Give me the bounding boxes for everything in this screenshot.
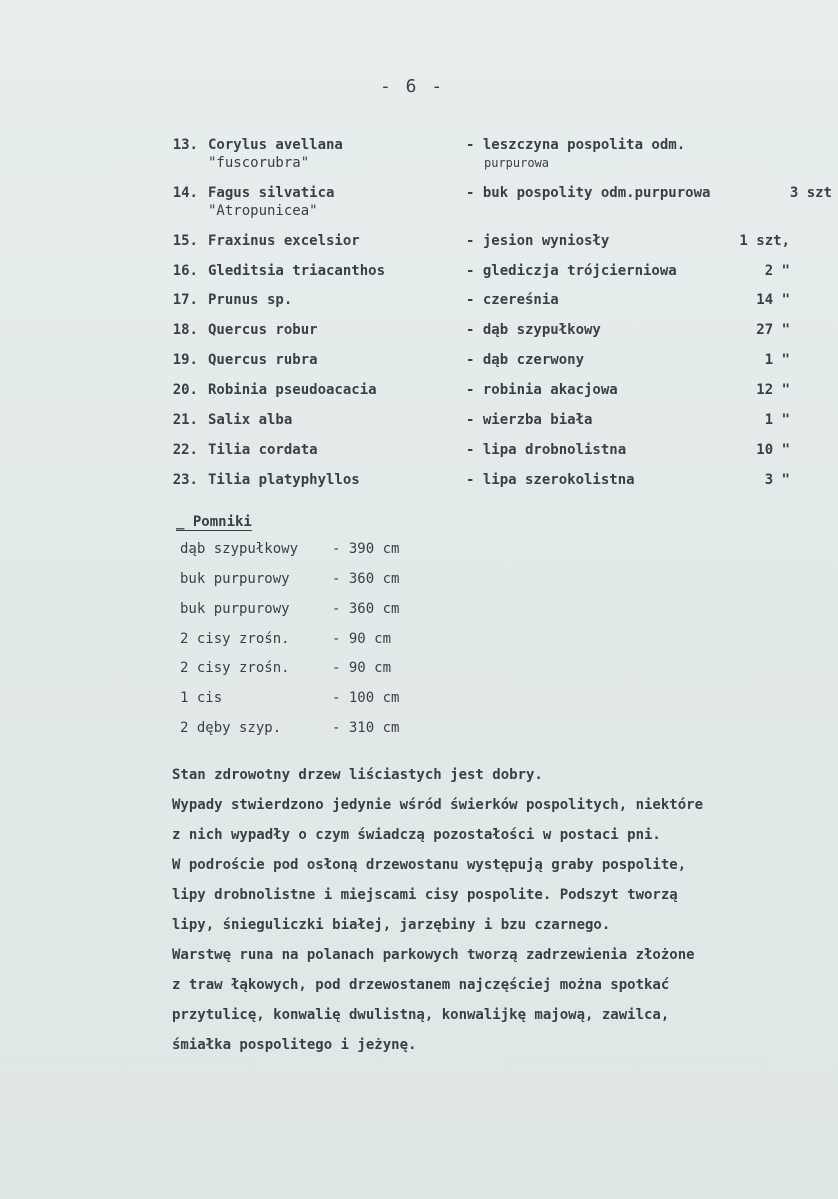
paragraph-line: Wypady stwierdzono jedynie wśród świerków pospolitych, niektóre	[172, 797, 704, 813]
monument-size: - 390 cm	[332, 541, 400, 557]
species-number: 15.	[172, 233, 198, 249]
health-paragraph	[172, 760, 812, 1060]
species-polish-name: - czereśnia	[466, 292, 559, 308]
monument-size: - 310 cm	[332, 720, 400, 736]
species-row	[0, 349, 838, 371]
monument-row	[0, 657, 838, 679]
monument-row	[0, 598, 838, 620]
species-latin-name: Tilia cordata	[208, 442, 318, 458]
species-latin-name: Prunus sp.	[208, 292, 293, 308]
species-polish-name: - buk pospolity odm.purpurowa	[466, 185, 711, 201]
monument-name: buk purpurowy	[180, 601, 290, 617]
species-polish-name: - dąb czerwony	[466, 352, 585, 368]
page-number: - 6 -	[380, 76, 445, 97]
species-row	[0, 134, 838, 171]
species-count: 27 "	[756, 322, 790, 338]
species-count: 12 "	[756, 382, 790, 398]
species-cultivar: "fuscorubra"	[208, 155, 310, 171]
species-count: 14 "	[756, 292, 790, 308]
monument-name: buk purpurowy	[180, 571, 290, 587]
monument-name: dąb szypułkowy	[180, 541, 299, 557]
paragraph-line: śmiałka pospolitego i jeżynę.	[172, 1037, 417, 1053]
species-latin-name: Fagus silvatica	[208, 185, 335, 201]
species-latin-name: Corylus avellana	[208, 137, 343, 153]
species-polish-name: - glediczja trójcierniowa	[466, 263, 677, 279]
species-count: 10 "	[756, 442, 790, 458]
species-number: 21.	[172, 412, 198, 428]
monument-size: - 360 cm	[332, 571, 400, 587]
species-row	[0, 319, 838, 341]
species-number: 22.	[172, 442, 198, 458]
species-latin-name: Salix alba	[208, 412, 293, 428]
monument-size: - 360 cm	[332, 601, 400, 617]
paragraph-line: z nich wypadły o czym świadczą pozostałości w postaci pni.	[172, 827, 661, 843]
paragraph-line: Stan zdrowotny drzew liściastych jest dobry.	[172, 767, 543, 783]
monument-size: - 90 cm	[332, 660, 392, 676]
species-number: 18.	[172, 322, 198, 338]
species-number: 13.	[172, 137, 198, 153]
monument-name: 1 cis	[180, 690, 223, 706]
species-row	[0, 439, 838, 461]
species-polish-name: - wierzba biała	[466, 412, 593, 428]
species-count: 1 szt,	[739, 233, 790, 249]
species-row	[0, 409, 838, 431]
species-polish-name: - dąb szypułkowy	[466, 322, 601, 338]
species-latin-name: Robinia pseudoacacia	[208, 382, 377, 398]
monument-size: - 100 cm	[332, 690, 400, 706]
species-number: 14.	[172, 185, 198, 201]
species-number: 20.	[172, 382, 198, 398]
species-latin-name: Fraxinus excelsior	[208, 233, 360, 249]
species-count: 2 "	[764, 263, 790, 279]
monuments-heading: _ Pomniki	[176, 514, 252, 530]
species-count: 1 "	[764, 412, 790, 428]
paragraph-line: Warstwę runa na polanach parkowych tworzą zadrzewienia złożone	[172, 947, 695, 963]
species-latin-name: Gleditsia triacanthos	[208, 263, 386, 279]
monument-row	[0, 538, 838, 560]
species-polish-name: - leszczyna pospolita odm.	[466, 137, 686, 153]
species-row	[0, 379, 838, 401]
species-polish-name: - robinia akacjowa	[466, 382, 618, 398]
species-latin-name: Quercus rubra	[208, 352, 318, 368]
monument-name: 2 cisy zrośn.	[180, 631, 290, 647]
species-count: 3 "	[764, 472, 790, 488]
paragraph-line: z traw łąkowych, pod drzewostanem najczęściej można spotkać	[172, 977, 670, 993]
species-row	[0, 469, 838, 491]
paragraph-line: lipy drobnolistne i miejscami cisy pospolite. Podszyt tworzą	[172, 887, 678, 903]
species-cultivar: "Atropunicea"	[208, 203, 318, 219]
species-row	[0, 182, 838, 219]
monument-row	[0, 568, 838, 590]
species-count: 3 szt	[789, 185, 832, 201]
species-polish-name: - lipa drobnolistna	[466, 442, 627, 458]
monument-row	[0, 717, 838, 739]
species-number: 23.	[172, 472, 198, 488]
monument-row	[0, 628, 838, 650]
paragraph-line: W podroście pod osłoną drzewostanu występują graby pospolite,	[172, 857, 687, 873]
species-row	[0, 260, 838, 282]
monument-name: 2 cisy zrośn.	[180, 660, 290, 676]
species-number: 19.	[172, 352, 198, 368]
species-number: 16.	[172, 263, 198, 279]
species-count: 1 "	[764, 352, 790, 368]
monument-size: - 90 cm	[332, 631, 392, 647]
species-polish-name: - lipa szerokolistna	[466, 472, 635, 488]
species-latin-name: Tilia platyphyllos	[208, 472, 360, 488]
paragraph-line: lipy, śnieguliczki białej, jarzębiny i bzu czarnego.	[172, 917, 611, 933]
paragraph-line: przytulicę, konwalię dwulistną, konwalijkę majową, zawilca,	[172, 1007, 670, 1023]
monument-row	[0, 687, 838, 709]
species-row	[0, 289, 838, 311]
species-polish-variety: purpurowa	[484, 156, 550, 170]
species-latin-name: Quercus robur	[208, 322, 318, 338]
monument-name: 2 dęby szyp.	[180, 720, 282, 736]
species-number: 17.	[172, 292, 198, 308]
species-row	[0, 230, 838, 252]
species-polish-name: - jesion wyniosły	[466, 233, 610, 249]
